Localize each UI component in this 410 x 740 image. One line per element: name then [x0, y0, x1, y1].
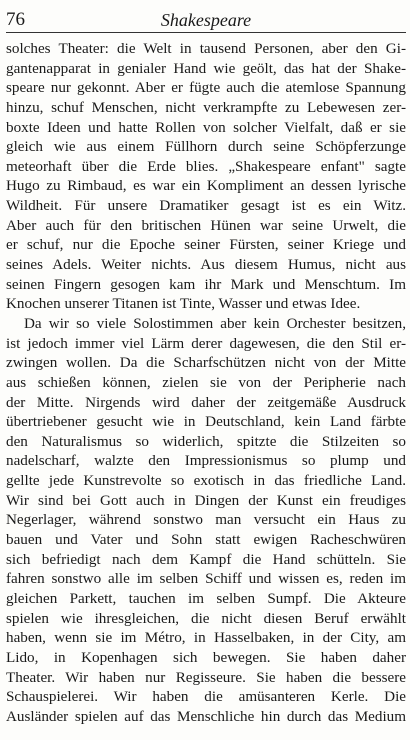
text-line: Wildheit. Für unsere Dramatiker gesagt ist es ein Witz.: [6, 197, 406, 215]
text-line: Negerlager, während sonstwo man versucht ein Haus zu: [6, 511, 406, 529]
text-line: bauen und Vater und Sohn statt ewigen Racheschwüren: [6, 531, 406, 549]
text-line: meteorhaft über die Erde blies. „Shakespeare enfant" sagte: [6, 157, 406, 175]
text-line: hinzu, schuf Menschen, nicht verkrampfte zu Lebewesen zer-: [6, 98, 406, 116]
text-line: seinen Fingern gesogen kam ihr Mark und Menschtum. Im: [6, 275, 406, 293]
text-line: Lido, in Kopenhagen sich bewegen. Sie haben daher: [6, 648, 406, 666]
text-line: Hugo zu Rimbaud, es war ein Kompliment an dessen lyrische: [6, 177, 406, 195]
text-line: Ausländer spielen auf das Menschliche hin durch das Medium: [6, 707, 406, 725]
text-line: aus schießen können, zielen sie von der Peripherie nach: [6, 373, 406, 391]
text-line: Schauspielerei. Wir haben die amüsanteren Kerle. Die: [6, 688, 406, 706]
text-line: Da wir so viele Solostimmen aber kein Orchester besitzen,: [24, 314, 406, 332]
paragraph: [6, 39, 406, 314]
text-line: haben, wenn sie im Métro, in Hasselbaken, in der City, am: [6, 629, 406, 647]
text-line: boxte Ideen und hatte Rollen von solcher Vielfalt, daß er sie: [6, 118, 406, 136]
running-title: Shakespeare: [160, 10, 252, 30]
text-line: Knochen unserer Titanen ist Tinte, Wasser und etwas Idee.: [6, 295, 361, 313]
text-line: speare nur gekonnt. Aber er fügte auch die atemlose Spannung: [6, 79, 406, 97]
text-line: gleich wie aus einem Füllhorn durch seine Schöpferzunge: [6, 138, 406, 156]
text-line: fahren sonstwo alle im selben Schiff und wissen es, reden im: [6, 570, 406, 588]
text-line: Wir sind bei Gott auch in Dingen der Kunst ein freudiges: [6, 491, 406, 509]
text-line: den Naturalismus so widerlich, spitzte die Stilzeiten so: [6, 432, 406, 450]
text-line: ist jedoch immer viel Lärm derer dagewesen, die den Stil er-: [6, 334, 406, 352]
text-line: gellte jede Kunstrevolte so exotisch in das friedliche Land.: [6, 472, 406, 490]
text-line: er schuf, nur die Epoche seiner Fürsten, seiner Kriege und: [6, 236, 406, 254]
text-line: zwingen wollen. Da die Scharfschützen nicht von der Mitte: [6, 354, 406, 372]
paragraph: [6, 314, 406, 726]
text-line: übertriebener gesucht wie in Deutschland, kein Land färbte: [6, 413, 406, 431]
text-line: der Mitte. Nirgends wird daher der zeitgemäße Ausdruck: [6, 393, 406, 411]
text-line: Theater. Wir haben nur Regisseure. Sie haben die bessere: [6, 668, 406, 686]
text-line: solches Theater: die Welt in tausend Personen, aber den Gi-: [6, 40, 406, 57]
page-number: 76: [6, 9, 25, 30]
text-line: gantenapparat in genialer Hand wie geölt, das hat der Shake-: [6, 59, 406, 77]
text-line: Aber auch für den britischen Hünen war seine Urwelt, die: [6, 216, 406, 234]
text-line: nadelscharf, walzte den Impressionismus so plump und: [6, 452, 406, 470]
text-line: sich befriedigt nach dem Kampf die Hand schütteln. Sie: [6, 550, 406, 568]
text-line: seines Adels. Weiter nichts. Aus diesem Humus, nicht aus: [6, 256, 406, 274]
text-line: spielen wie ihresgleichen, die nicht diesen Beruf erwählt: [6, 609, 406, 627]
body-text: [6, 39, 406, 726]
text-line: gleichen Parkett, tauchen im selben Sumpf. Die Akteure: [6, 589, 406, 607]
page-header: [6, 10, 406, 33]
